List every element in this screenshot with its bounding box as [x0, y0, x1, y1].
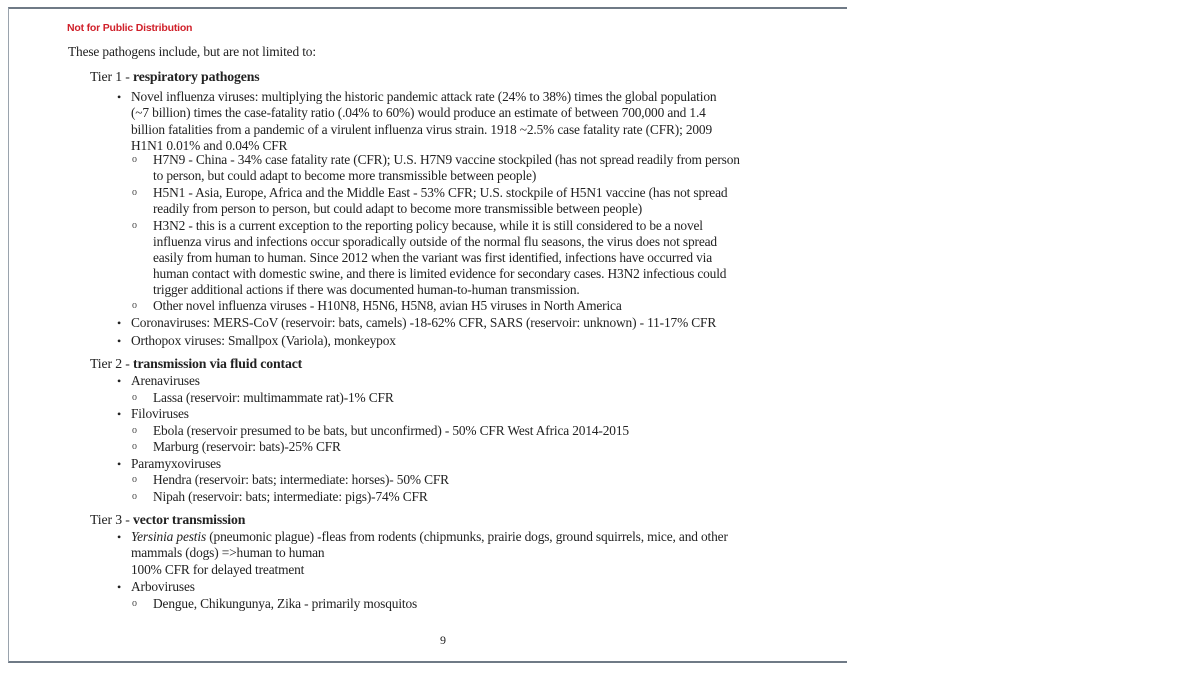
dengue: Dengue, Chikungunya, Zika - primarily mosquitos	[153, 596, 418, 611]
filoviruses: Filoviruses	[131, 406, 189, 421]
marburg: Marburg (reservoir: bats)-25% CFR	[153, 439, 341, 454]
tier3-heading	[90, 512, 245, 528]
influenza-line: billion fatalities from a pandemic of a virulent influenza virus strain. 1918 ~2.5% case fatality rate (CFR); 2009	[131, 122, 713, 137]
tier3-label: Tier 3 -	[90, 512, 133, 527]
tier3-title: vector transmission	[133, 512, 246, 527]
lassa: Lassa (reservoir: multimammate rat)-1% CFR	[153, 390, 394, 405]
hendra: Hendra (reservoir: bats; intermediate: horses)- 50% CFR	[153, 472, 449, 487]
tier2-heading	[90, 356, 302, 372]
bullet-icon: •	[117, 90, 122, 104]
tier1-heading	[90, 69, 260, 85]
circle-bullet-icon: o	[132, 474, 137, 485]
circle-bullet-icon: o	[132, 300, 137, 311]
intro-text: These pathogens include, but are not limited to:	[68, 44, 316, 59]
circle-bullet-icon: o	[132, 441, 137, 452]
h3n2-line: H3N2 - this is a current exception to the reporting policy because, while it is still considered to be a novel	[153, 218, 703, 233]
yersinia-name: Yersinia pestis	[131, 529, 207, 544]
circle-bullet-icon: o	[132, 154, 137, 165]
nipah: Nipah (reservoir: bats; intermediate: pigs)-74% CFR	[153, 489, 428, 504]
circle-bullet-icon: o	[132, 187, 137, 198]
paramyxoviruses: Paramyxoviruses	[131, 456, 221, 471]
h5n1-line: readily from person to person, but could adapt to become more transmissible between people)	[153, 201, 643, 216]
page-number: 9	[440, 633, 446, 647]
circle-bullet-icon: o	[132, 425, 137, 436]
circle-bullet-icon: o	[132, 491, 137, 502]
arboviruses: Arboviruses	[131, 579, 195, 594]
ebola: Ebola (reservoir presumed to be bats, but unconfirmed) - 50% CFR West Africa 2014-2015	[153, 423, 629, 438]
tier1-label: Tier 1 -	[90, 69, 133, 84]
h3n2-line: trigger additional actions if there was documented human-to-human transmission.	[153, 282, 580, 297]
circle-bullet-icon: o	[132, 598, 137, 609]
tier2-label: Tier 2 -	[90, 356, 133, 371]
arenaviruses: Arenaviruses	[131, 373, 200, 388]
other-influenza: Other novel influenza viruses - H10N8, H5N6, H5N8, avian H5 viruses in North America	[153, 298, 622, 313]
yersinia-line: mammals (dogs) =>human to human	[131, 545, 325, 560]
bullet-icon: •	[117, 334, 122, 348]
orthopox: Orthopox viruses: Smallpox (Variola), monkeypox	[131, 333, 396, 348]
circle-bullet-icon: o	[132, 392, 137, 403]
bullet-icon: •	[117, 580, 122, 594]
h3n2-line: influenza virus and infections occur sporadically outside of the normal flu seasons, the virus does not spread	[153, 234, 717, 249]
influenza-line: (~7 billion) times the case-fatality ratio (.04% to 60%) would produce an estimate of between 700,000 and 1.4	[131, 105, 706, 120]
circle-bullet-icon: o	[132, 220, 137, 231]
bullet-icon: •	[117, 530, 122, 544]
h3n2-line: human contact with domestic swine, and there is limited evidence for secondary cases. H3N2 infectious could	[153, 266, 727, 281]
h7n9-line: to person, but could adapt to become more transmissible between people)	[153, 168, 537, 183]
yersinia-line	[131, 529, 728, 545]
distribution-notice: Not for Public Distribution	[67, 22, 193, 34]
bullet-icon: •	[117, 407, 122, 421]
bullet-icon: •	[117, 374, 122, 388]
tier2-title: transmission via fluid contact	[133, 356, 303, 371]
coronaviruses: Coronaviruses: MERS-CoV (reservoir: bats, camels) -18-62% CFR, SARS (reservoir: unknown) - 11-17% CFR	[131, 315, 717, 330]
h3n2-line: easily from human to human. Since 2012 when the variant was first identified, infections have occurred via	[153, 250, 712, 265]
yersinia-line: 100% CFR for delayed treatment	[131, 562, 305, 577]
bullet-icon: •	[117, 316, 122, 330]
yersinia-desc: (pneumonic plague) -fleas from rodents (chipmunks, prairie dogs, ground squirrels, mice, and other	[206, 529, 728, 544]
h5n1-line: H5N1 - Asia, Europe, Africa and the Middle East - 53% CFR; U.S. stockpile of H5N1 vaccine (has not spread	[153, 185, 728, 200]
h7n9-line: H7N9 - China - 34% case fatality rate (CFR); U.S. H7N9 vaccine stockpiled (has not spread readily from person	[153, 152, 740, 167]
influenza-line: Novel influenza viruses: multiplying the historic pandemic attack rate (24% to 38%) times the global population	[131, 89, 717, 104]
bullet-icon: •	[117, 457, 122, 471]
influenza-line: H1N1 0.01% and 0.04% CFR	[131, 138, 288, 153]
tier1-title: respiratory pathogens	[133, 69, 260, 84]
